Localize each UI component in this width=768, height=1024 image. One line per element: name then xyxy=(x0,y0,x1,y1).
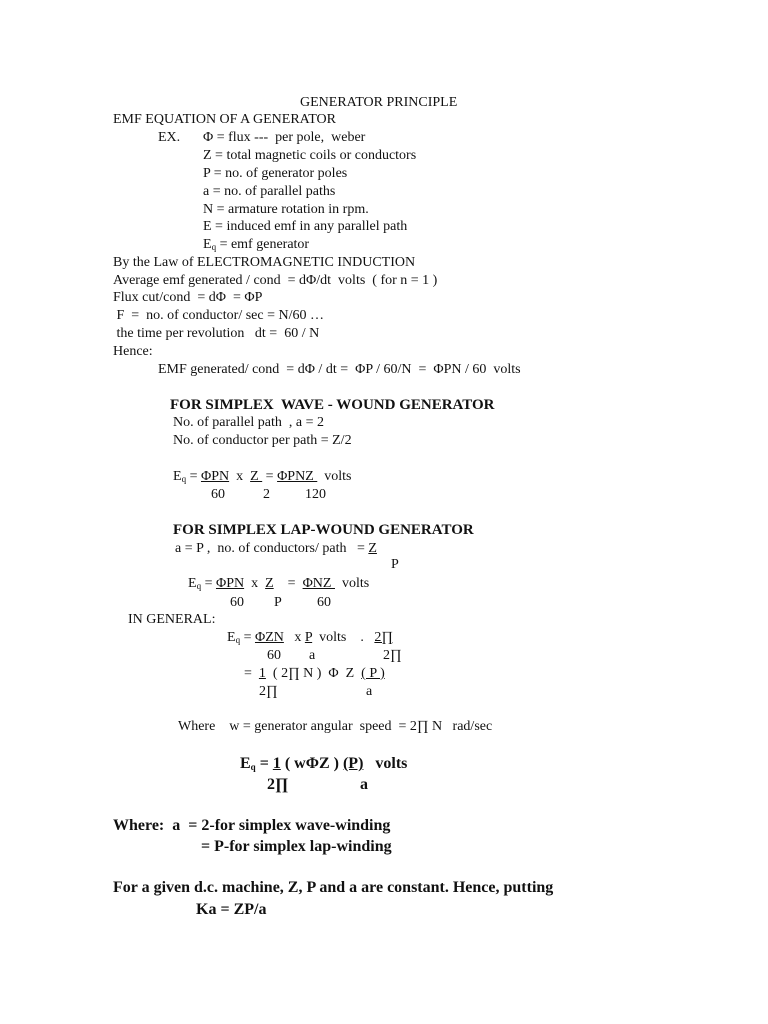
where-block-line: Where: a = 2-for simplex wave-winding xyxy=(113,817,391,834)
equation-middle: ( wΦZ ) xyxy=(280,755,343,772)
equals: = xyxy=(255,755,273,772)
eq-subscript: q xyxy=(181,474,187,484)
numerator: ΦPNZ xyxy=(277,469,318,484)
general-equation-2 xyxy=(244,666,385,682)
wave-line: No. of conductor per path = Z/2 xyxy=(173,433,352,448)
text-line: the time per revolution dt = 60 / N xyxy=(113,326,320,341)
numerator: ΦPN xyxy=(215,576,245,591)
where-line: Where w = generator angular speed = 2∏ N rad/sec xyxy=(178,719,493,734)
numerator: Z xyxy=(265,576,274,591)
numerator: ΦZN xyxy=(254,630,284,645)
definition-line: Z = total magnetic coils or conductors xyxy=(203,148,417,163)
volts-label: volts xyxy=(363,755,408,772)
text-line: Hence: xyxy=(113,344,153,359)
denominator: P xyxy=(391,557,399,572)
eq-subscript: q xyxy=(250,762,256,772)
ex-label: EX. xyxy=(158,130,181,145)
denominator: P xyxy=(274,595,282,610)
lap-heading: FOR SIMPLEX LAP-WOUND GENERATOR xyxy=(173,522,474,538)
spacer xyxy=(364,630,375,645)
text-line: Flux cut/cond = dΦ = ΦP xyxy=(113,290,263,305)
denominator: 2 xyxy=(263,487,270,502)
denominator: 2∏ xyxy=(259,684,278,699)
denominator: 60 xyxy=(230,595,244,610)
eq-subscript: q xyxy=(196,581,202,591)
numerator: ( P ) xyxy=(361,666,385,681)
eq-symbol: E xyxy=(227,630,236,645)
definition-line: N = armature rotation in rpm. xyxy=(203,202,369,217)
equals: = xyxy=(186,469,201,484)
numerator: Z xyxy=(368,541,377,556)
final-equation xyxy=(240,756,407,772)
denominator: 120 xyxy=(305,487,326,502)
definition-line: a = no. of parallel paths xyxy=(203,184,336,199)
denominator: 60 xyxy=(317,595,331,610)
wave-equation xyxy=(173,469,352,485)
text-line: Average emf generated / cond = dΦ/dt volts ( for n = 1 ) xyxy=(113,273,438,288)
equals: = xyxy=(244,666,259,681)
denominator: a xyxy=(309,648,316,663)
closing-line: Ka = ZP/a xyxy=(196,901,267,918)
general-heading: IN GENERAL: xyxy=(128,612,216,627)
denominator: 2∏ xyxy=(267,776,289,793)
equals: = xyxy=(201,576,216,591)
definition-line: Φ = flux --- per pole, weber xyxy=(203,130,366,145)
definition-line-eq xyxy=(203,237,309,253)
closing-line: For a given d.c. machine, Z, P and a are constant. Hence, putting xyxy=(113,879,554,896)
eq-symbol: E xyxy=(240,755,251,772)
general-equation xyxy=(227,630,393,646)
eq-definition: = emf generator xyxy=(216,237,310,252)
volts-label: volts xyxy=(334,576,370,591)
law-line: By the Law of ELECTROMAGNETIC INDUCTION xyxy=(113,255,416,270)
equals: = xyxy=(262,469,278,484)
numerator: ΦNZ xyxy=(302,576,335,591)
emf-line: EMF generated/ cond = dΦ / dt = ΦP / 60/N = ΦPN / 60 volts xyxy=(158,362,521,377)
numerator: Z xyxy=(250,469,263,484)
text-line: F = no. of conductor/ sec = N/60 … xyxy=(113,308,324,323)
volts-label: volts . xyxy=(312,630,364,645)
eq-subscript: q xyxy=(235,635,241,645)
numerator: ΦPN xyxy=(200,469,230,484)
definition-line: P = no. of generator poles xyxy=(203,166,348,181)
definition-line: E = induced emf in any parallel path xyxy=(203,219,408,234)
numerator: 1 xyxy=(258,666,266,681)
lap-equation xyxy=(188,576,369,592)
denominator: 60 xyxy=(211,487,225,502)
times: x xyxy=(283,630,305,645)
eq-subscript: q xyxy=(211,242,217,252)
eq-symbol: E xyxy=(188,576,197,591)
numerator: (P) xyxy=(342,755,364,772)
denominator: 2∏ xyxy=(383,648,402,663)
where-block-line: = P-for simplex lap-winding xyxy=(201,838,392,855)
lap-line xyxy=(175,541,377,557)
lap-line-text: a = P , no. of conductors/ path = xyxy=(175,541,369,556)
denominator: a xyxy=(366,684,373,699)
denominator: 60 xyxy=(267,648,281,663)
times: x xyxy=(229,469,251,484)
wave-heading: FOR SIMPLEX WAVE - WOUND GENERATOR xyxy=(170,397,495,413)
equals: = xyxy=(273,576,303,591)
eq-symbol: E xyxy=(173,469,182,484)
wave-line: No. of parallel path , a = 2 xyxy=(173,415,324,430)
volts-label: volts xyxy=(317,469,352,484)
page-title: GENERATOR PRINCIPLE xyxy=(300,95,458,110)
eq-symbol: E xyxy=(203,237,212,252)
equation-middle: ( 2∏ N ) Φ Z xyxy=(265,666,362,681)
equals: = xyxy=(240,630,255,645)
numerator: 2∏ xyxy=(374,630,393,645)
times: x xyxy=(244,576,266,591)
denominator: a xyxy=(360,776,368,793)
numerator: P xyxy=(304,630,313,645)
section-heading: EMF EQUATION OF A GENERATOR xyxy=(113,112,336,127)
numerator: 1 xyxy=(272,755,281,772)
